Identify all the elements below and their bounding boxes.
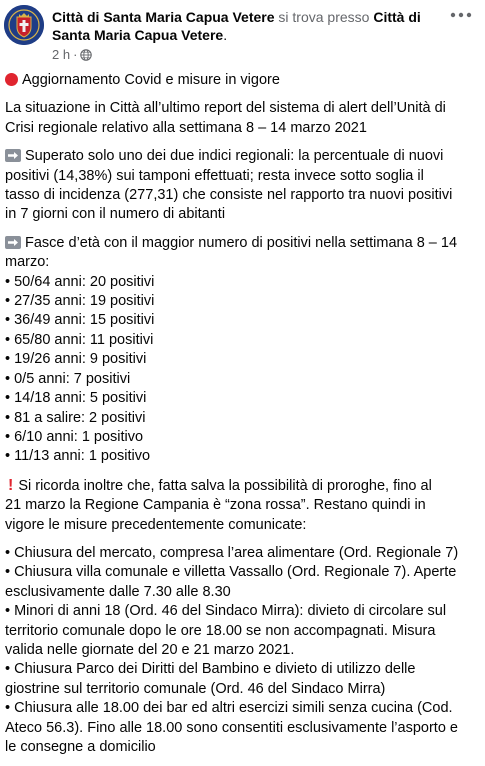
reminder-paragraph	[5, 476, 477, 535]
measure-line: • Chiusura villa comunale e villetta Vassallo (Ord. Regionale 7). Aperte	[5, 564, 457, 581]
age-group-item: • 19/26 anni: 9 positivi	[5, 351, 147, 368]
globe-icon[interactable]	[80, 49, 92, 61]
indices-line: positivi (14,38%) sui tamponi effettuati; resta invece sotto soglia il	[5, 167, 424, 184]
indices-text: Superato solo uno dei due indici regionali: la percentuale di nuovi	[25, 148, 444, 165]
post-title: Aggiornamento Covid e misure in vigore	[22, 72, 280, 88]
city-crest-icon	[4, 5, 44, 45]
reminder-text: Si ricorda inoltre che, fatta salva la possibilità di proroghe, fino al	[18, 477, 432, 494]
intro-paragraph	[5, 99, 477, 138]
measure-line: giostrine sul territorio comunale (Ord. 46 del Sindaco Mirra)	[5, 680, 386, 697]
more-dots-icon	[450, 12, 472, 18]
measure-line: le consegne a domicilio	[5, 739, 156, 755]
post-body	[5, 71, 477, 766]
page-avatar[interactable]	[4, 5, 44, 45]
age-group-item: • 0/5 anni: 7 positivi	[5, 370, 131, 387]
measure-line: territorio comunale dopo le ore 18.00 se non accompagnati. Misura	[5, 622, 436, 639]
measure-line: valida nelle giornate del 20 e 21 marzo 2021.	[5, 641, 295, 658]
age-group-item: • 50/64 anni: 20 positivi	[5, 273, 155, 290]
reminder-line	[5, 476, 477, 496]
measure-line: • Chiusura alle 18.00 dei bar ed altri esercizi simili senza cucina (Cod.	[5, 700, 453, 717]
reminder-line: 21 marzo la Regione Campania è “zona rossa”. Restano quindi in	[5, 497, 426, 514]
location-link[interactable]: Città di Santa Maria Capua Vetere	[52, 9, 421, 43]
reminder-line: vigore le misure precedentemente comunicate:	[5, 516, 307, 533]
intro-line: Crisi regionale relativo alla settimana 8 – 14 marzo 2021	[5, 119, 367, 136]
age-group-item: • 65/80 anni: 11 positivi	[5, 331, 154, 348]
age-group-item: • 14/18 anni: 5 positivi	[5, 390, 147, 407]
age-group-item: • 36/49 anni: 15 positivi	[5, 312, 155, 329]
location-suffix: .	[223, 27, 228, 43]
right-arrow-icon	[5, 149, 21, 162]
intro-line: La situazione in Città all’ultimo report del sistema di alert dell’Unità di	[5, 100, 446, 117]
post-title-line	[5, 71, 477, 90]
post-time[interactable]: 2 h	[52, 47, 71, 62]
meta-separator: ·	[73, 47, 78, 62]
right-arrow-icon	[5, 236, 21, 249]
age-intro-text: Fasce d’età con il maggior numero di positivi nella settimana 8 – 14	[25, 234, 458, 251]
indices-line	[5, 147, 477, 166]
age-group-item: • 11/13 anni: 1 positivo	[5, 448, 151, 465]
age-intro-line: marzo:	[5, 254, 50, 271]
measure-line: • Chiusura del mercato, compresa l’area alimentare (Ord. Regionale 7)	[5, 544, 459, 561]
measure-line: Ateco 56.3). Fino alle 18.00 sono consentiti esclusivamente l’asporto e	[5, 719, 458, 736]
post-meta	[52, 48, 92, 62]
age-group-item: • 6/10 anni: 1 positivo	[5, 428, 144, 445]
indices-line: tasso di incidenza (277,31) che consiste nel rapporto tra nuovi positivi	[5, 187, 453, 204]
indices-paragraph	[5, 147, 477, 225]
age-groups-paragraph	[5, 234, 477, 467]
more-options-button[interactable]	[445, 2, 477, 28]
age-group-item: • 81 a salire: 2 positivi	[5, 409, 146, 426]
location-connector: si trova presso	[274, 9, 374, 25]
post-header-text	[52, 8, 447, 44]
measure-line: • Chiusura Parco dei Diritti del Bambino e divieto di utilizzo delle	[5, 661, 416, 678]
measure-line: esclusivamente dalle 7.30 alle 8.30	[5, 583, 231, 600]
age-group-item: • 27/35 anni: 19 positivi	[5, 293, 155, 310]
red-circle-icon	[5, 73, 18, 86]
exclamation-icon: !	[8, 476, 14, 494]
age-intro-line	[5, 234, 477, 253]
measure-line: • Minori di anni 18 (Ord. 46 del Sindaco Mirra): divieto di circolare sul	[5, 603, 447, 620]
post-header	[0, 0, 485, 66]
measures-list	[5, 544, 477, 757]
author-link[interactable]: Città di Santa Maria Capua Vetere	[52, 9, 275, 25]
indices-line: in 7 giorni con il numero di abitanti	[5, 206, 226, 223]
